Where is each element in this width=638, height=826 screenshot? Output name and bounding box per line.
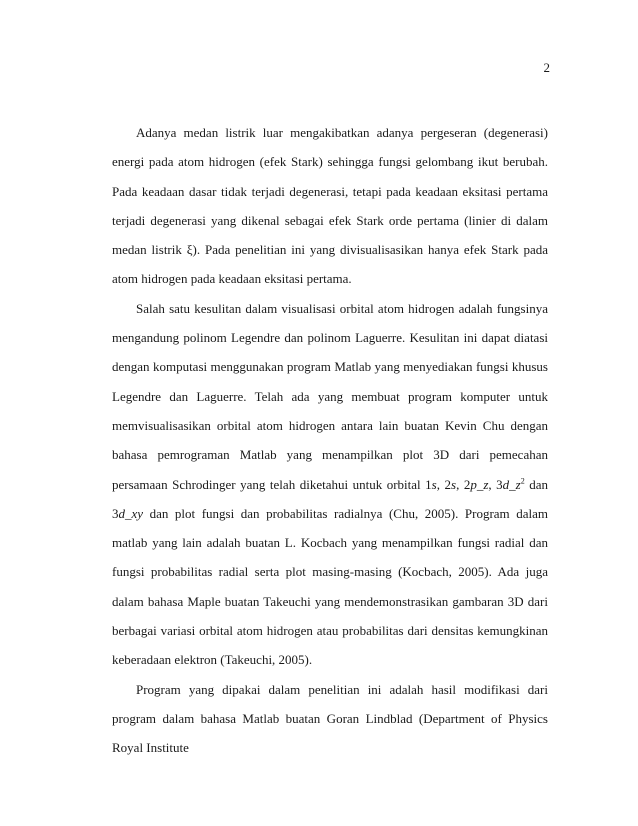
orbital-3dz2-symbol: d_z — [502, 476, 521, 492]
orbital-separator: , 3 — [488, 476, 503, 492]
paragraph-text-before: Salah satu kesulitan dalam visualisasi orbital atom hidrogen adalah fungsinya mengandung polinom Legendre dan polinom Laguerre. Kesulitan ini dapat diatasi dengan komputasi menggunakan program Matlab yang menyediakan fungsi khusus Legendre dan Laguerre. Telah ada yang membuat program komputer untuk memvisualisasikan orbital atom hidrogen antara lain buatan Kevin Chu dengan bahasa pemrograman Matlab yang menampilkan plot 3D dari pemecahan persamaan Schrodinger yang telah diketahui untuk orbital 1 — [112, 300, 548, 492]
orbital-separator: dan 3 — [112, 476, 549, 521]
orbital-separator: , 2 — [436, 476, 451, 492]
orbital-1s-symbol: s — [431, 476, 437, 492]
paragraph-stark-effect: Adanya medan listrik luar mengakibatkan adanya pergeseran (degenerasi) energi pada atom hidrogen (efek Stark) sehingga fungsi gelombang ikut berubah. Pada keadaan dasar tidak terjadi degenerasi, tetapi pada keadaan eksitasi pertama terjadi degenerasi yang dikenal sebagai efek Stark orde pertama (linier di dalam medan listrik ξ). Pada penelitian ini yang divisualisasikan hanya efek Stark pada atom hidrogen pada keadaan eksitasi pertama. — [112, 125, 548, 287]
orbital-separator: , 2 — [456, 476, 471, 492]
body-text — [112, 118, 548, 763]
orbital-3dz2-superscript: 2 — [520, 476, 525, 486]
paragraph-text-after: dan plot fungsi dan probabilitas radialnya (Chu, 2005). Program dalam matlab yang lain adalah buatan L. Kocbach yang menampilkan fungsi radial dan fungsi probabilitas radial serta plot masing-masing (Kocbach, 2005). Ada juga dalam bahasa Maple buatan Takeuchi yang mendemonstrasikan gambaran 3D dari berbagai variasi orbital atom hidrogen atau probabilitas dari densitas kemungkinan keberadaan elektron (Takeuchi, 2005). — [112, 505, 548, 668]
orbital-2s-symbol: s — [451, 476, 457, 492]
orbital-3dxy-symbol: d_xy — [118, 505, 144, 521]
paragraph-program-source: Program yang dipakai dalam penelitian ini adalah hasil modifikasi dari program dalam bahasa Matlab buatan Goran Lindblad (Department of Physics Royal Institute — [112, 681, 548, 756]
orbital-2pz-symbol: p_z — [470, 476, 489, 492]
page-number: 2 — [543, 60, 550, 75]
paragraph-visualization-difficulty — [112, 294, 548, 675]
